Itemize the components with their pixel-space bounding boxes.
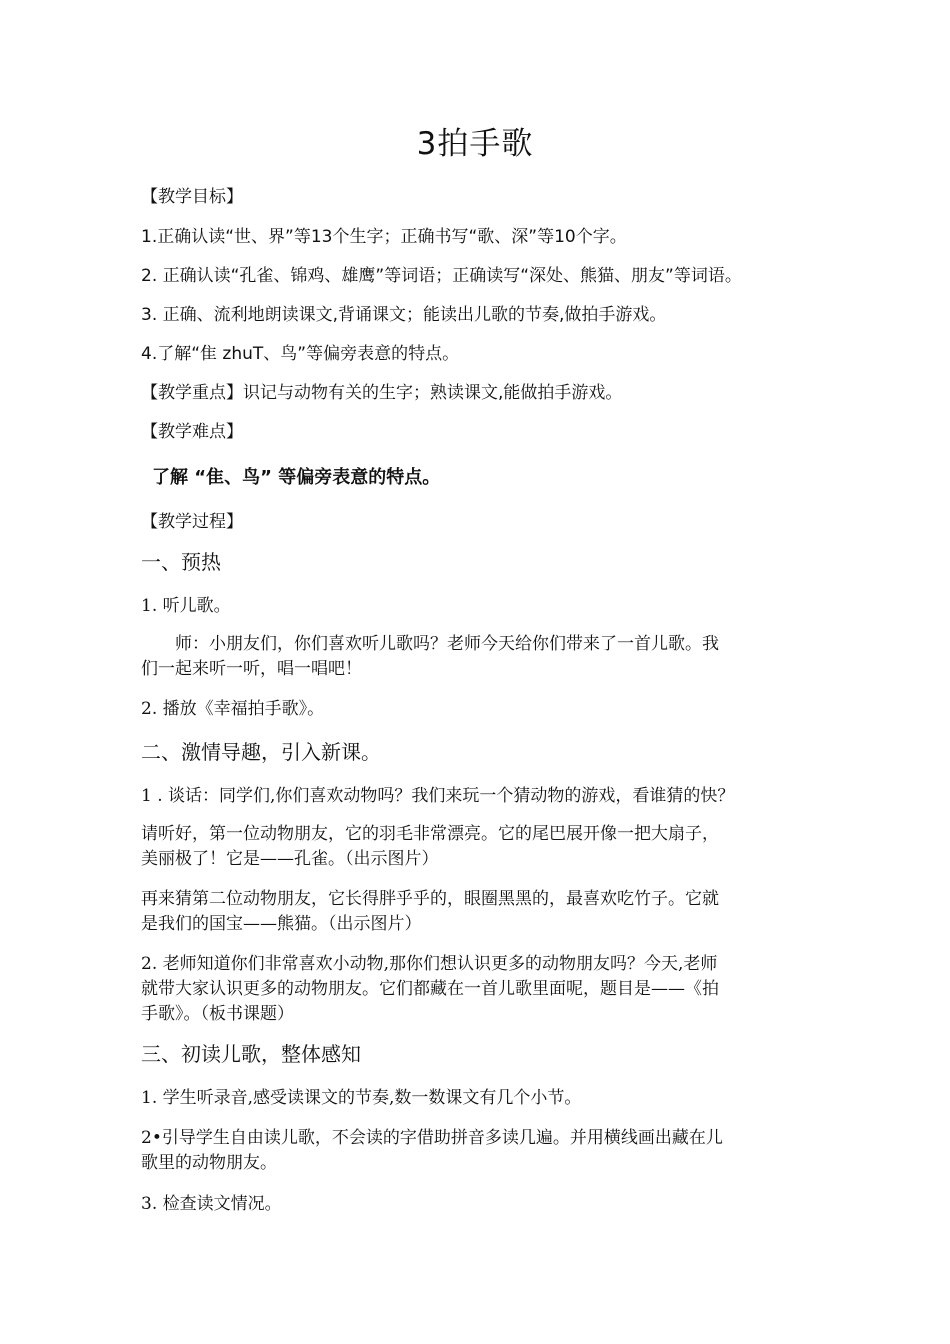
teacher-paragraph [141, 632, 821, 682]
section-3-heading: 三、初读儿歌，整体感知 [141, 1042, 361, 1066]
goal-3: 3. 正确、流利地朗读课文,背诵课文；能读出儿歌的节奏,做拍手游戏。 [141, 305, 667, 325]
goal-4: 4.了解“隹 zhuT、鸟”等偏旁表意的特点。 [141, 344, 460, 364]
goal-2: 2. 正确认读“孔雀、锦鸡、雄鹰”等词语；正确读写“深处、熊猫、朋友”等词语。 [141, 266, 742, 286]
section-1-heading: 一、预热 [141, 550, 221, 574]
section-2-item-1: 1 . 谈话：同学们,你们喜欢动物吗？我们来玩一个猜动物的游戏，看谁猜的快？ [141, 786, 735, 806]
free-reading-line-2: 歌里的动物朋友。 [141, 1153, 277, 1173]
key-points: 【教学重点】识记与动物有关的生字；熟读课文,能做拍手游戏。 [141, 383, 623, 403]
panda-line-2: 是我们的国宝——熊猫。（出示图片） [141, 914, 422, 934]
free-reading-line-1: 2•引导学生自由读儿歌，不会读的字借助拼音多读几遍。并用横线画出藏在儿 [141, 1128, 723, 1148]
section-1-item-1: 1. 听儿歌。 [141, 596, 231, 616]
peacock-line-2: 美丽极了！它是——孔雀。（出示图片） [141, 849, 439, 869]
goals-header: 【教学目标】 [141, 187, 243, 207]
teacher-line-1: 师：小朋友们，你们喜欢听儿歌吗？老师今天给你们带来了一首儿歌。我 [175, 634, 719, 654]
difficulty-text: 了解 “隹、鸟” 等偏旁表意的特点。 [152, 467, 441, 488]
goal-1: 1.正确认读“世、界”等13个生字；正确书写“歌、深”等10个字。 [141, 227, 627, 247]
panda-paragraph [141, 887, 821, 937]
peacock-line-1: 请听好，第一位动物朋友，它的羽毛非常漂亮。它的尾巴展开像一把大扇子， [141, 824, 719, 844]
peacock-paragraph [141, 822, 821, 872]
teacher-line-2: 们一起来听一听，唱一唱吧！ [141, 659, 362, 679]
intro-line-2: 就带大家认识更多的动物朋友。它们都藏在一首儿歌里面呢，题目是——《拍 [141, 979, 719, 999]
intro-line-3: 手歌》。（板书课题） [141, 1004, 294, 1024]
intro-line-1: 2. 老师知道你们非常喜欢小动物,那你们想认识更多的动物朋友吗？今天,老师 [141, 954, 718, 974]
panda-line-1: 再来猜第二位动物朋友，它长得胖乎乎的，眼圈黑黑的，最喜欢吃竹子。它就 [141, 889, 719, 909]
difficulty-header: 【教学难点】 [141, 422, 243, 442]
process-header: 【教学过程】 [141, 512, 243, 532]
section-3-item-1: 1. 学生听录音,感受读课文的节奏,数一数课文有几个小节。 [141, 1088, 582, 1108]
free-reading-paragraph [141, 1126, 821, 1176]
section-2-heading: 二、激情导趣，引入新课。 [141, 740, 381, 764]
section-3-item-3: 3. 检查读文情况。 [141, 1194, 282, 1214]
lesson-title: 3拍手歌 [416, 126, 534, 162]
section-1-item-2: 2. 播放《幸福拍手歌》。 [141, 699, 325, 719]
teacher-intro-paragraph [141, 952, 821, 1027]
